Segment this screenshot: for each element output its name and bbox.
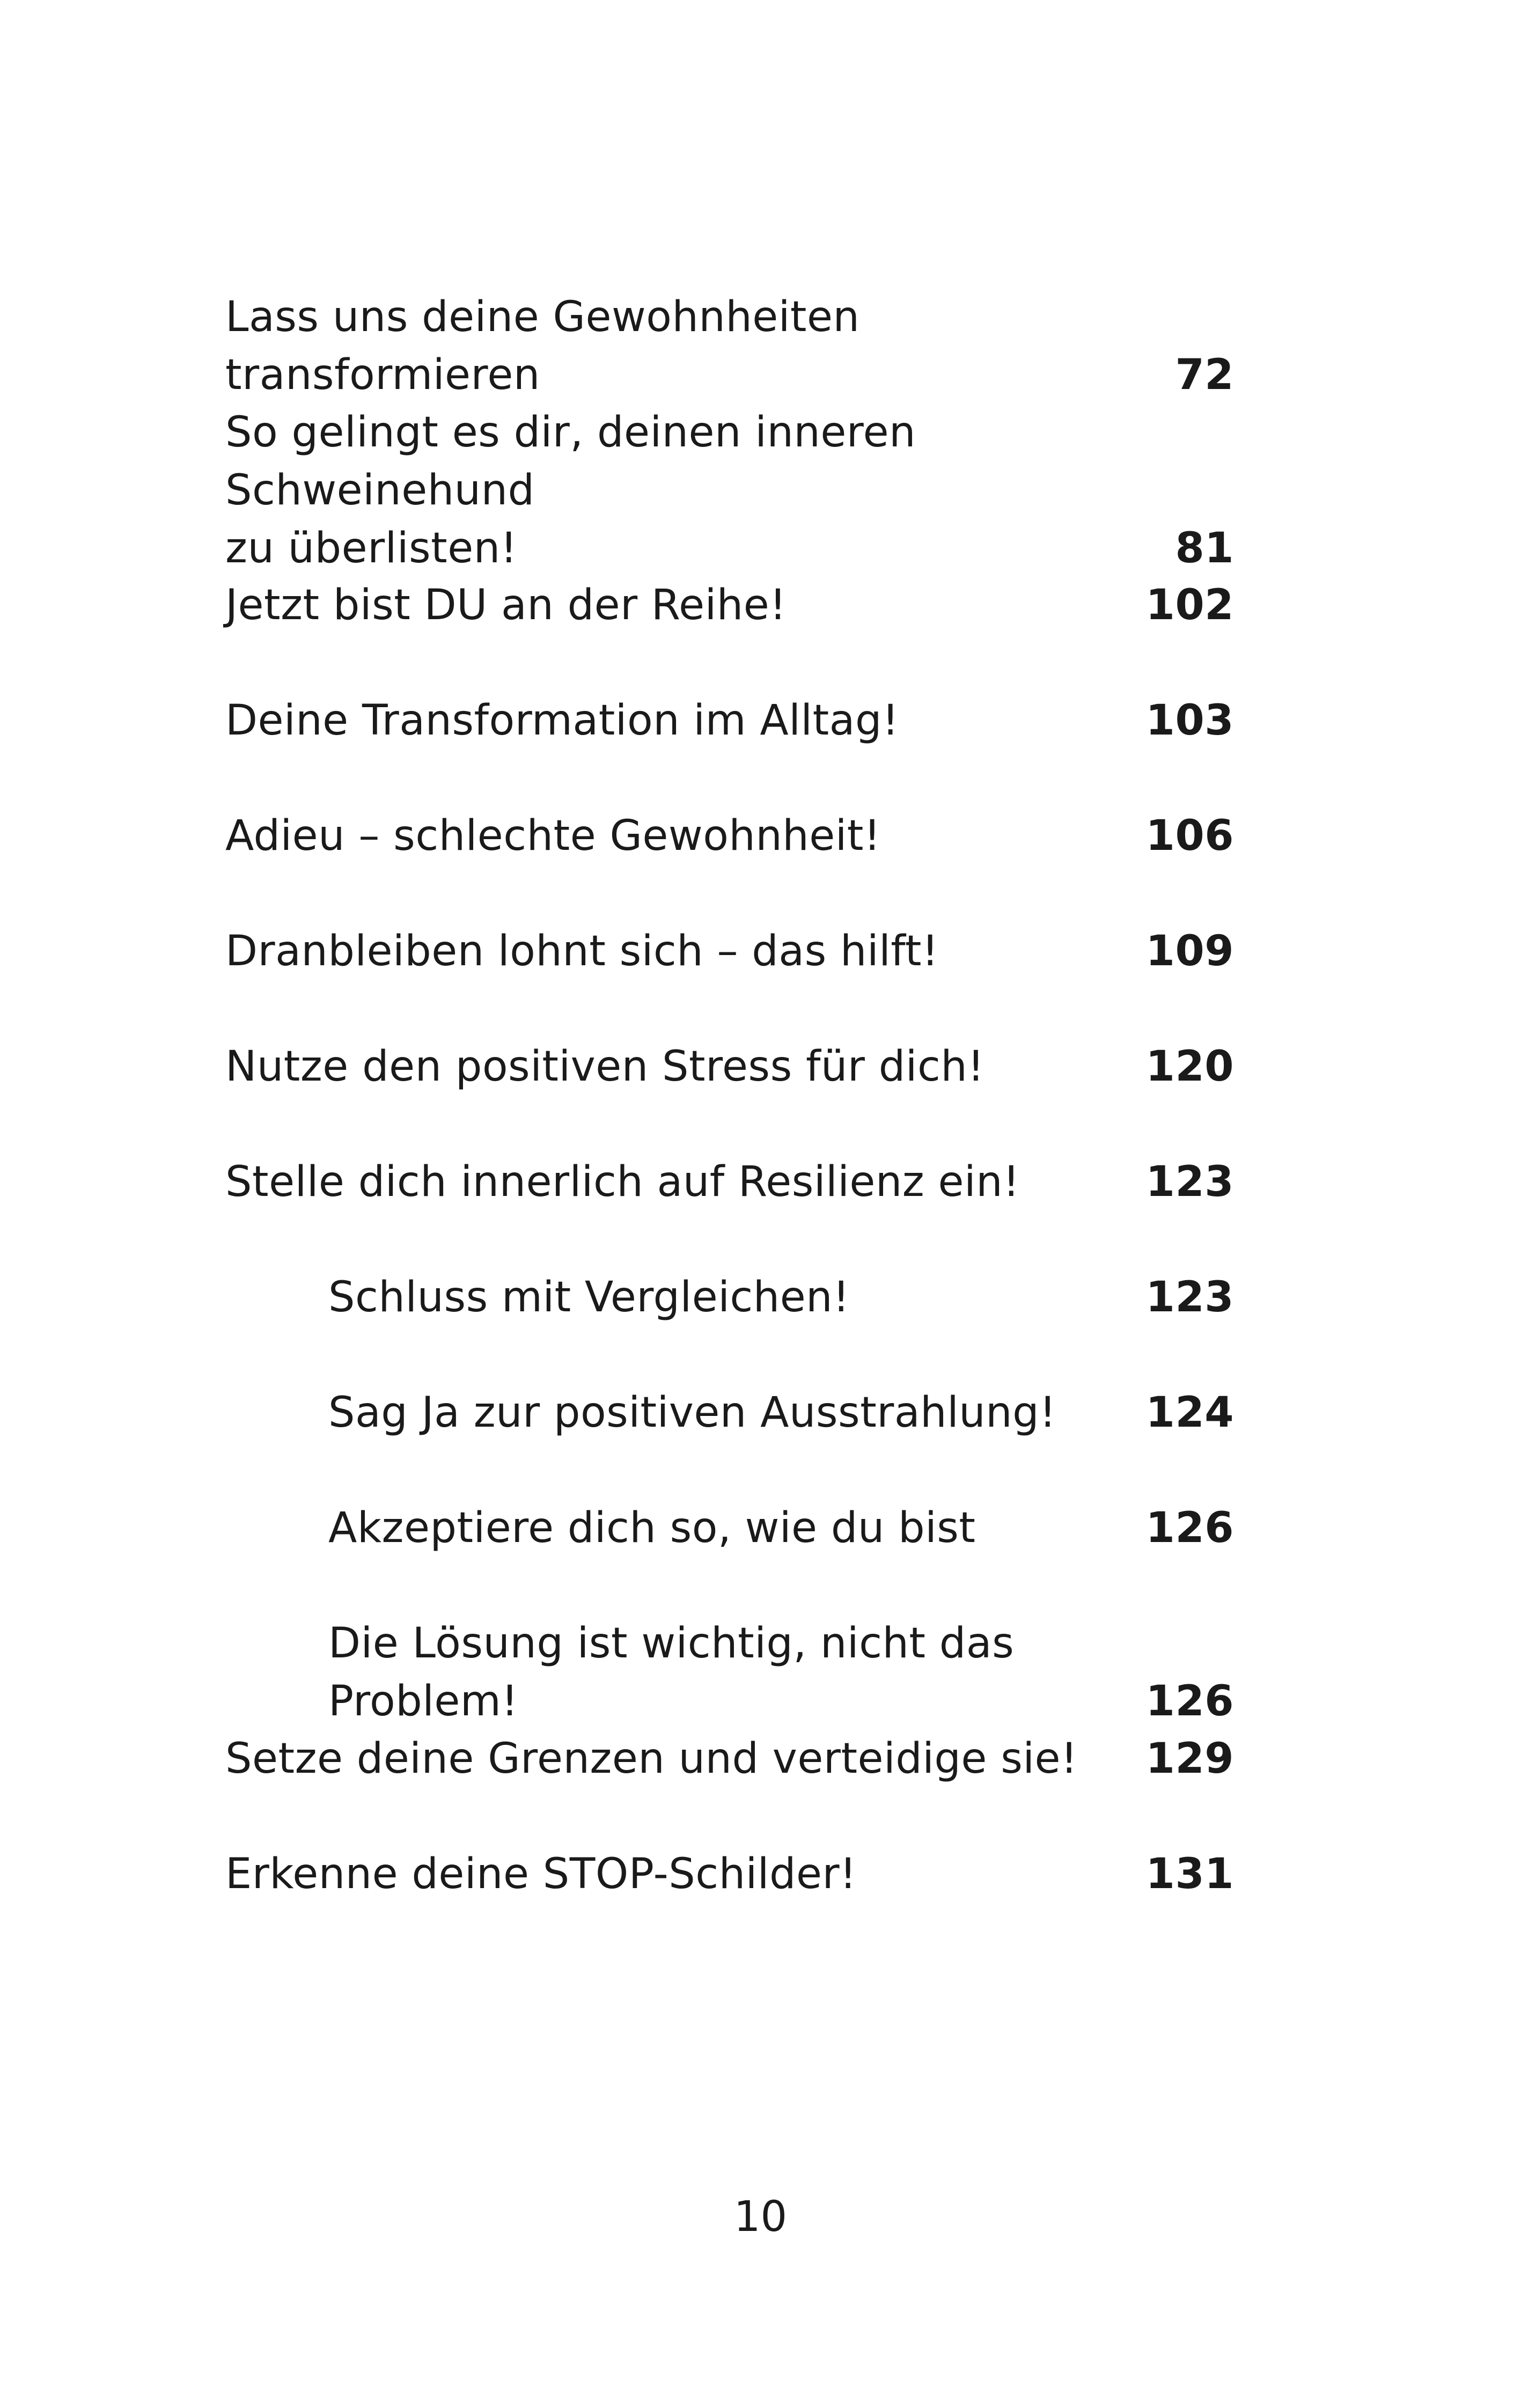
toc-entry-page: 120 <box>1145 1043 1234 1091</box>
toc-entry-page: 102 <box>1145 581 1234 629</box>
toc-subentry <box>225 1614 1234 1730</box>
toc-entry-page: 129 <box>1145 1735 1234 1783</box>
toc-entry-page: 81 <box>1175 524 1234 572</box>
toc-entry <box>225 1153 1234 1211</box>
toc-subentry <box>225 1384 1234 1442</box>
toc-entry-title: Deine Transformation im Alltag! <box>225 696 899 745</box>
toc-entry <box>225 1845 1234 1903</box>
toc-entry-page: 106 <box>1145 812 1234 860</box>
toc-entry-page: 72 <box>1175 351 1234 399</box>
toc-entry-title: Adieu – schlechte Gewohnheit! <box>225 812 881 860</box>
toc-entry <box>225 692 1234 750</box>
toc-entry <box>225 576 1234 634</box>
toc-entry-page: 109 <box>1145 927 1234 975</box>
toc-entry <box>225 1730 1234 1788</box>
toc-entry-page: 124 <box>1145 1389 1234 1437</box>
toc-entry-title: Die Lösung ist wichtig, nicht das Problem! <box>328 1619 1015 1726</box>
toc-entry-title: Nutze den positiven Stress für dich! <box>225 1043 985 1091</box>
toc-entry-title: Sag Ja zur positiven Ausstrahlung! <box>328 1389 1056 1437</box>
toc-entry-title: Akzeptiere dich so, wie du bist <box>328 1504 976 1552</box>
toc-subentry <box>225 1499 1234 1557</box>
toc-entry-title: Schluss mit Vergleichen! <box>328 1273 850 1322</box>
toc-entry-title: Stelle dich innerlich auf Resilienz ein! <box>225 1158 1020 1206</box>
toc-entry-page: 123 <box>1145 1273 1234 1322</box>
toc-entry-title: Setze deine Grenzen und verteidige sie! <box>225 1735 1078 1783</box>
toc-entry-page: 126 <box>1145 1677 1234 1726</box>
toc-entry-title: Lass uns deine Gewohnheiten transformieren <box>225 293 860 399</box>
toc-entry-page: 126 <box>1145 1504 1234 1552</box>
toc-entry <box>225 288 1234 404</box>
toc-entry-title: So gelingt es dir, deinen inneren Schweinehund zu überlisten! <box>225 408 916 572</box>
toc-entry-page: 131 <box>1145 1850 1234 1898</box>
toc-entry-page: 123 <box>1145 1158 1234 1206</box>
toc-entry-title: Dranbleiben lohnt sich – das hilft! <box>225 927 939 975</box>
toc-entry <box>225 403 1234 577</box>
toc-entry <box>225 807 1234 865</box>
page-number: 10 <box>733 2193 788 2241</box>
toc-entry-page: 103 <box>1145 696 1234 745</box>
toc-subentry <box>225 1268 1234 1326</box>
toc-entry <box>225 922 1234 980</box>
toc-entry <box>225 1038 1234 1096</box>
toc-entry-title: Erkenne deine STOP-Schilder! <box>225 1850 857 1898</box>
toc-entry-title: Jetzt bist DU an der Reihe! <box>225 581 787 629</box>
